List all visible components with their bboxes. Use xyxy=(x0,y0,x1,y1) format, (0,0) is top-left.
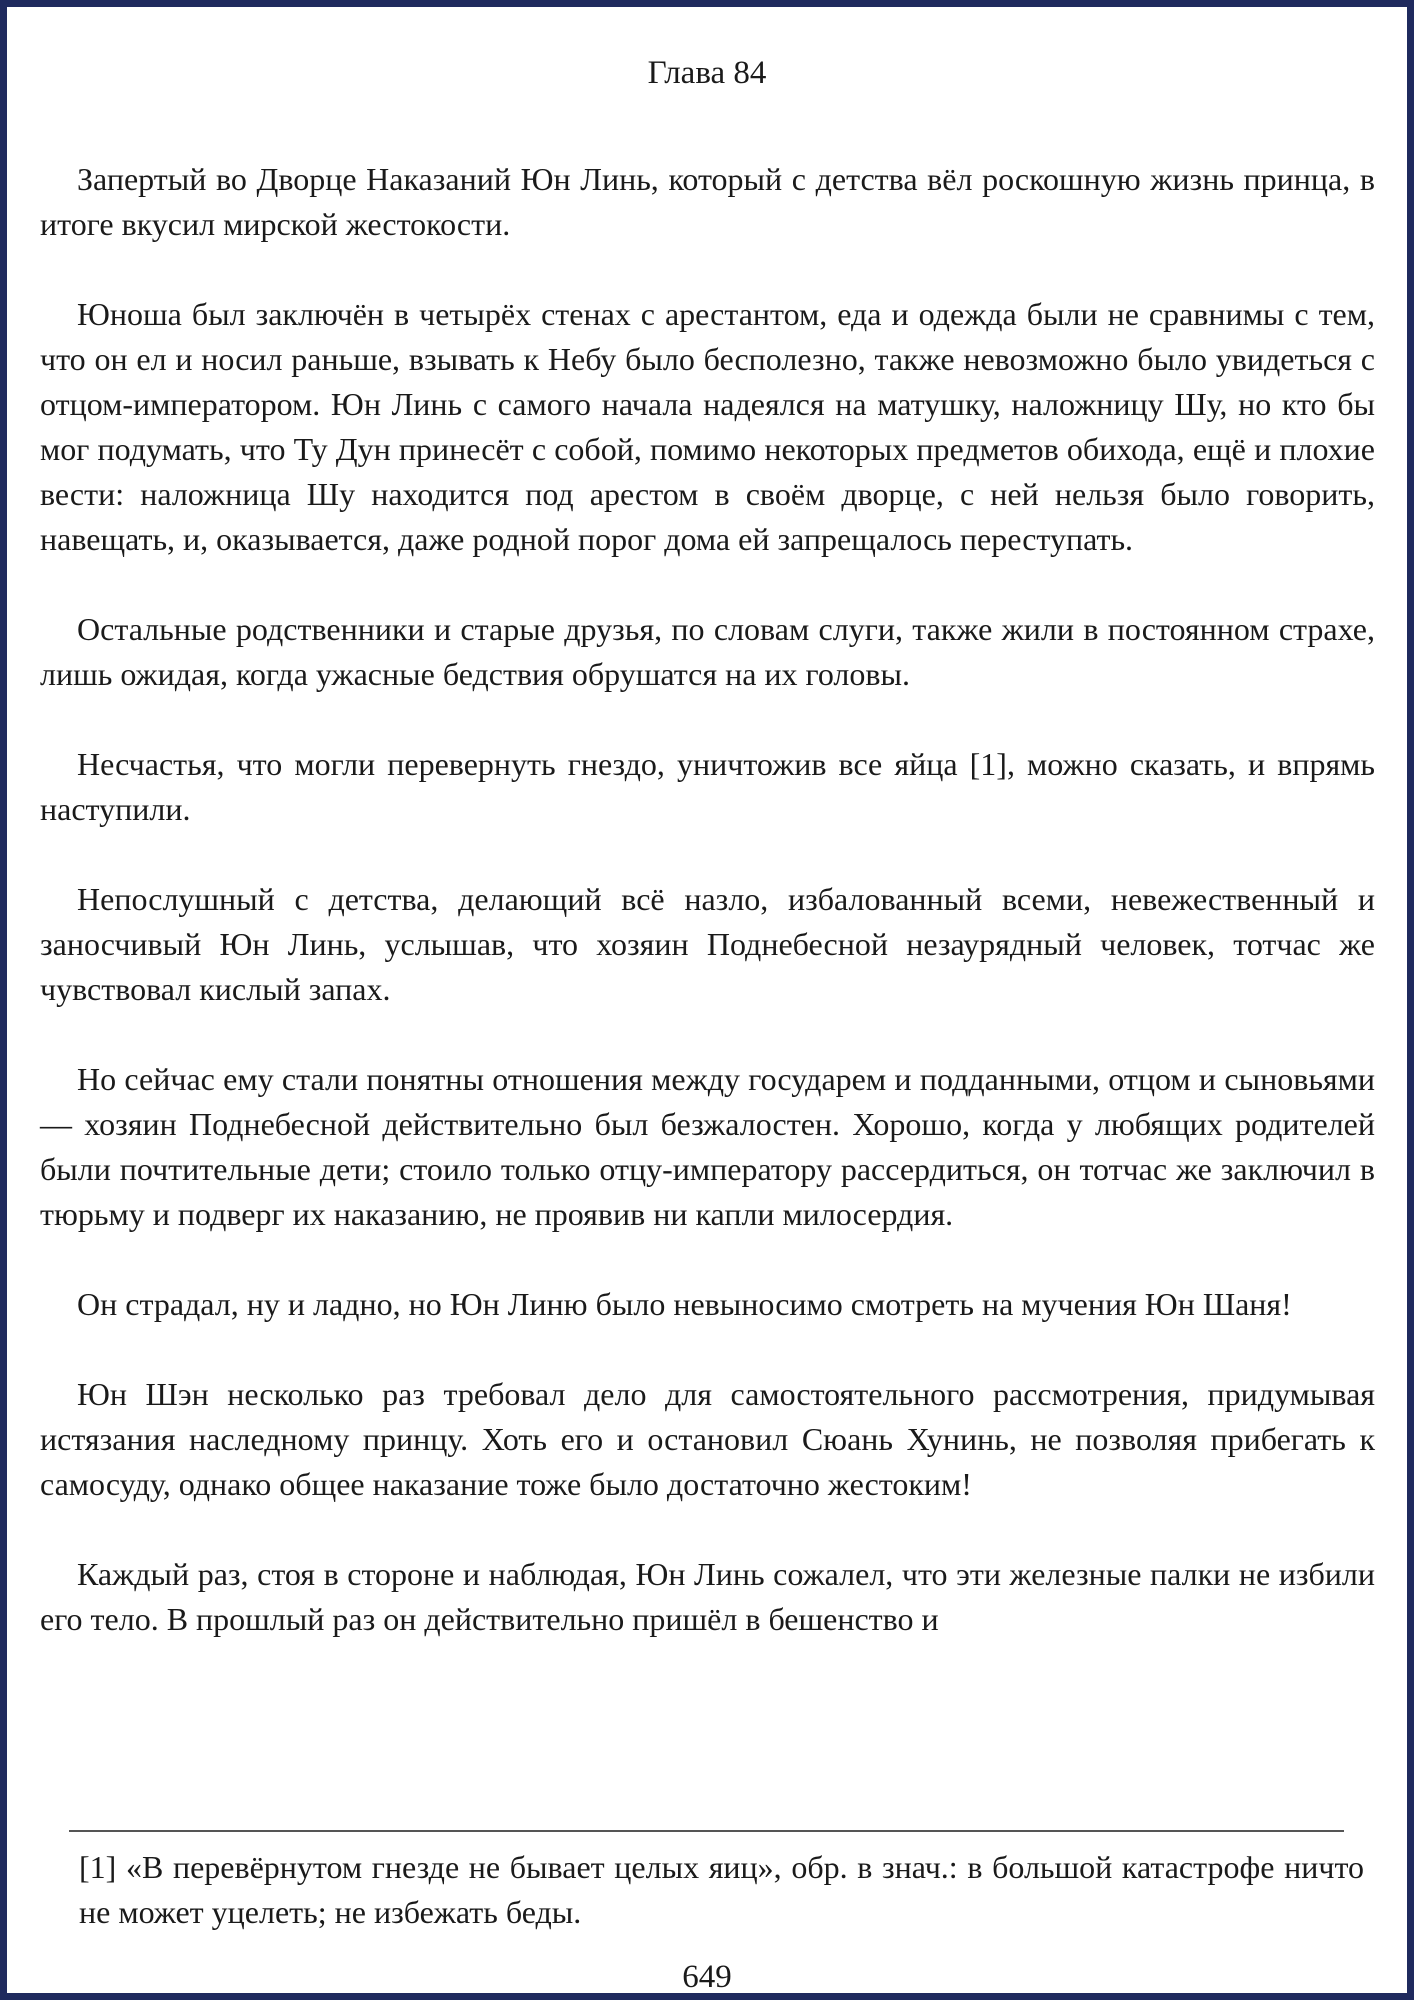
paragraph-1: Запертый во Дворце Наказаний Юн Линь, который с детства вёл роскошную жизнь принца, в итоге вкусил мирской жестокости. xyxy=(40,161,1375,242)
footnote: [1] «В перевёрнутом гнезде не бывает целых яиц», обр. в знач.: в большой катастрофе ничто не может уцелеть; не избежать беды. xyxy=(79,1849,1364,1930)
page-number: 649 xyxy=(682,1959,732,1995)
paragraph-6: Но сейчас ему стали понятны отношения между государем и подданными, отцом и сыновьями — хозяин Поднебесной действительно был безжалостен. Хорошо, когда у любящих родителей были почтительные дети; стоило только отцу-императору рассердиться, он тотчас же заключил в тюрьму и подверг их наказанию, не проявив ни капли милосердия. xyxy=(40,1061,1375,1232)
paragraph-2: Юноша был заключён в четырёх стенах с арестантом, еда и одежда были не сравнимы с тем, что он ел и носил раньше, взывать к Небу было бесполезно, также невозможно было увидеться с отцом-императором. Юн Линь с самого начала надеялся на матушку, наложницу Шу, но кто бы мог подумать, что Ту Дун принесёт с собой, помимо некоторых предметов обихода, ещё и плохие вести: наложница Шу находится под арестом в своём дворце, с ней нельзя было говорить, навещать, и, оказывается, даже родной порог дома ей запрещалось переступать. xyxy=(40,296,1375,557)
chapter-title: Глава 84 xyxy=(647,55,767,91)
footnote-divider xyxy=(69,1830,1344,1832)
paragraph-4: Несчастья, что могли перевернуть гнездо, уничтожив все яйца [1], можно сказать, и впрямь наступили. xyxy=(40,746,1375,827)
paragraph-3: Остальные родственники и старые друзья, по словам слуги, также жили в постоянном страхе, лишь ожидая, когда ужасные бедствия обрушатся на их головы. xyxy=(40,611,1375,692)
body-text xyxy=(40,157,1375,1642)
paragraph-9: Каждый раз, стоя в стороне и наблюдая, Юн Линь сожалел, что эти железные палки не избили его тело. В прошлый раз он действительно пришёл в бешенство и xyxy=(40,1556,1375,1637)
paragraph-5: Непослушный с детства, делающий всё назло, избалованный всеми, невежественный и заносчивый Юн Линь, услышав, что хозяин Поднебесной незаурядный человек, тотчас же чувствовал кислый запах. xyxy=(40,881,1375,1007)
paragraph-8: Юн Шэн несколько раз требовал дело для самостоятельного рассмотрения, придумывая истязания наследному принцу. Хоть его и остановил Сюань Хунинь, не позволяя прибегать к самосуду, однако общее наказание тоже было достаточно жестоким! xyxy=(40,1376,1375,1502)
paragraph-7: Он страдал, ну и ладно, но Юн Линю было невыносимо смотреть на мучения Юн Шаня! xyxy=(77,1286,1292,1322)
